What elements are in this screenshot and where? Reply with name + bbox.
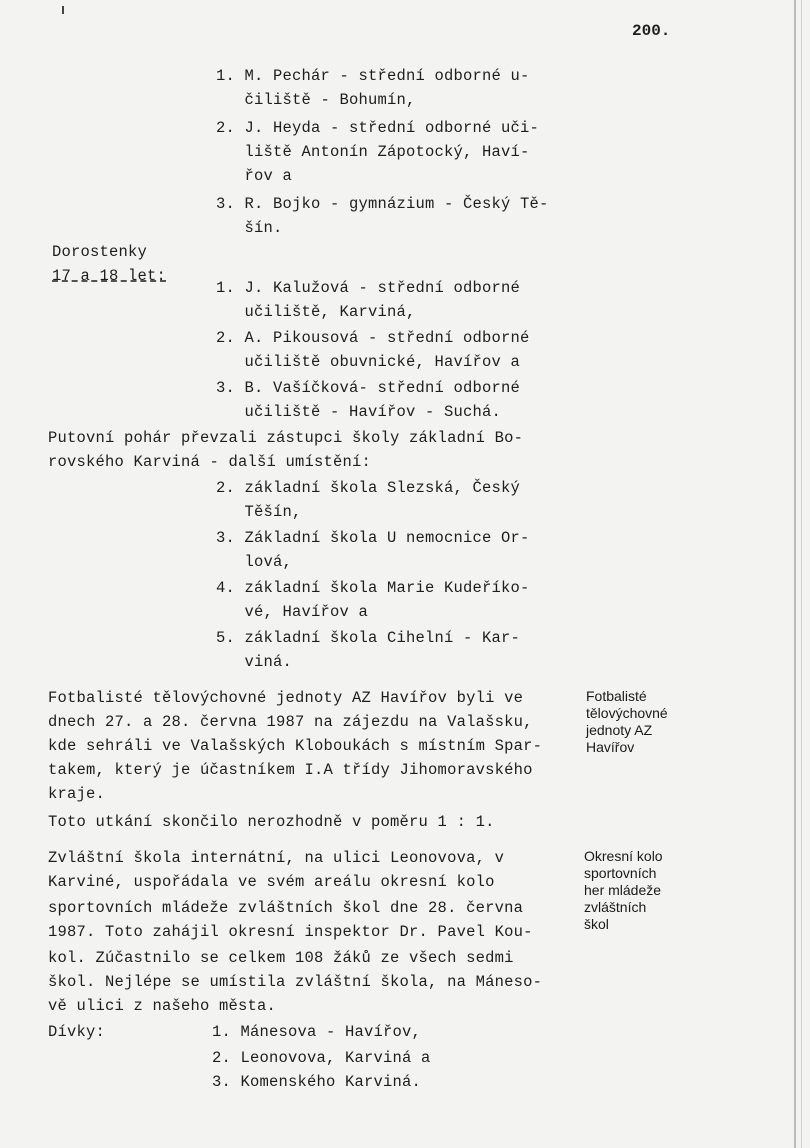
paragraph-line: kde sehráli ve Valašských Kloboukách s místním Spar- [48, 737, 543, 755]
margin-note: Okresní kolo [584, 848, 663, 864]
list-item: lová, [216, 553, 293, 571]
paragraph-line: rovského Karviná - další umístění: [48, 453, 372, 471]
margin-note: her mládeže [584, 882, 662, 898]
paragraph-line: dnech 27. a 28. června 1987 na zájezdu na Valašsku, [48, 713, 533, 731]
list-label: Dívky: [48, 1023, 106, 1041]
margin-note: zvláštních [584, 899, 647, 915]
list-item: 1. J. Kalužová - střední odborné [216, 279, 521, 297]
list-item: vé, Havířov a [216, 603, 369, 621]
punch-mark [62, 6, 64, 14]
list-item: Těšín, [216, 503, 302, 521]
list-item: 3. B. Vašíčková- střední odborné [216, 379, 521, 397]
paragraph-line: vě ulici z našeho města. [48, 997, 277, 1015]
paragraph-line: takem, který je účastníkem I.A třídy Jihomoravského [48, 761, 533, 779]
margin-note: tělovýchovné [586, 705, 668, 721]
paragraph-line: kraje. [48, 785, 106, 803]
paragraph-line: Putovní pohár převzali zástupci školy základní Bo- [48, 429, 524, 447]
paragraph-line: Toto utkání skončilo nerozhodně v poměru 1 : 1. [48, 813, 495, 831]
page-number: 200. [632, 22, 671, 40]
margin-note: jednoty AZ [586, 722, 653, 738]
list-item: 2. J. Heyda - střední odborné uči- [216, 119, 540, 137]
list-item: učiliště obuvnické, Havířov a [216, 353, 521, 371]
margin-note: sportovních [584, 865, 657, 881]
page-edge [794, 0, 796, 1148]
paragraph-line: Fotbalisté tělovýchovné jednoty AZ Havířov byli ve [48, 689, 524, 707]
paragraph-line: Zvláštní škola internátní, na ulici Leonovova, v [48, 849, 505, 867]
list-item: 1. M. Pechár - střední odborné u- [216, 67, 530, 85]
category-age: 17 a 18 let: [52, 267, 167, 285]
margin-note: Fotbalisté [586, 688, 647, 704]
margin-note: škol [584, 916, 609, 932]
paragraph-line: 1987. Toto zahájil okresní inspektor Dr. Pavel Kou- [48, 923, 533, 941]
category-label: Dorostenky [52, 243, 148, 261]
list-item: učiliště, Karviná, [216, 303, 416, 321]
list-item: 2. základní škola Slezská, Český [216, 479, 521, 497]
list-item: učiliště - Havířov - Suchá. [216, 403, 502, 421]
paragraph-line: Karviné, uspořádala ve svém areálu okresní kolo [48, 873, 495, 891]
list-item: šín. [216, 219, 283, 237]
list-item: řov a [216, 167, 293, 185]
list-item: 2. Leonovova, Karviná a [212, 1049, 431, 1067]
page-edge-inner [801, 0, 802, 1148]
margin-note: Havířov [586, 739, 635, 755]
list-item: 1. Mánesova - Havířov, [212, 1023, 422, 1041]
paragraph-line: kol. Zúčastnilo se celkem 108 žáků ze všech sedmi [48, 949, 514, 967]
paragraph-line: škol. Nejlépe se umístila zvláštní škola, na Máneso- [48, 973, 543, 991]
list-item: čiliště - Bohumín, [216, 91, 416, 109]
list-item: 3. Komenského Karviná. [212, 1073, 422, 1091]
list-item: 5. základní škola Cihelní - Kar- [216, 629, 521, 647]
paragraph-line: sportovních mládeže zvláštních škol dne 28. června [48, 899, 524, 917]
list-item: 3. Základní škola U nemocnice Or- [216, 529, 530, 547]
list-item: 4. základní škola Marie Kudeříko- [216, 579, 530, 597]
list-item: viná. [216, 653, 293, 671]
list-item: 2. A. Pikousová - střední odborné [216, 329, 530, 347]
list-item: 3. R. Bojko - gymnázium - Český Tě- [216, 195, 549, 213]
list-item: liště Antonín Zápotocký, Haví- [216, 143, 530, 161]
